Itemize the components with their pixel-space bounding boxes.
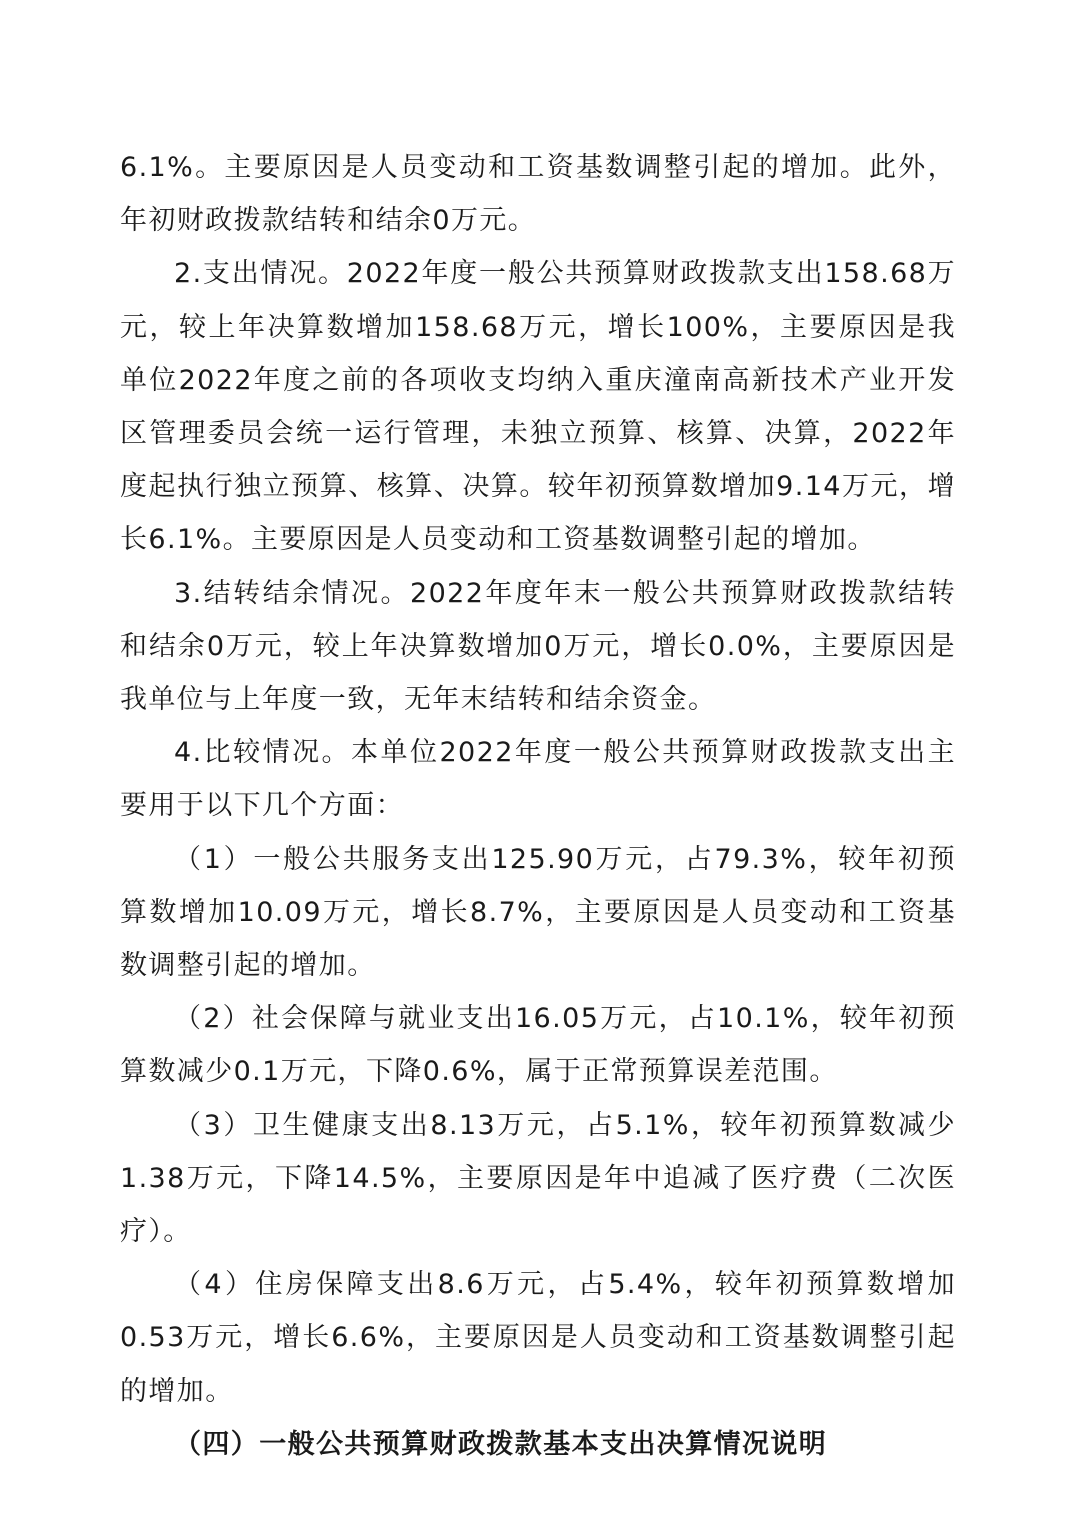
paragraph-carryover: 3.结转结余情况。2022年度年末一般公共预算财政拨款结转和结余0万元，较上年决算数增加0万元，增长0.0%，主要原因是我单位与上年度一致，无年末结转和结余资金。 <box>120 577 956 716</box>
paragraph-item-2: （2）社会保障与就业支出16.05万元，占10.1%，较年初预算数减少0.1万元，下降0.6%，属于正常预算误差范围。 <box>120 1003 956 1088</box>
paragraph-item-3: （3）卫生健康支出8.13万元，占5.1%，较年初预算数减少1.38万元，下降14.5%，主要原因是年中追减了医疗费（二次医疗）。 <box>120 1109 956 1248</box>
paragraph-comparison: 4.比较情况。本单位2022年度一般公共预算财政拨款支出主要用于以下几个方面： <box>120 737 956 822</box>
paragraph-item-4: （4）住房保障支出8.6万元，占5.4%，较年初预算数增加0.53万元，增长6.6%，主要原因是人员变动和工资基数调整引起的增加。 <box>120 1269 956 1407</box>
document-body <box>120 141 956 1471</box>
section-heading: （四）一般公共预算财政拨款基本支出决算情况说明 <box>174 1428 828 1460</box>
paragraph-item-1: （1）一般公共服务支出125.90万元，占79.3%，较年初预算数增加10.09万元，增长8.7%，主要原因是人员变动和工资基数调整引起的增加。 <box>120 843 956 982</box>
paragraph-income-continued: 6.1%。主要原因是人员变动和工资基数调整引起的增加。此外，年初财政拨款结转和结余0万元。 <box>120 152 956 237</box>
paragraph-expenditure: 2.支出情况。2022年度一般公共预算财政拨款支出158.68万元，较上年决算数增加158.68万元，增长100%，主要原因是我单位2022年度之前的各项收支均纳入重庆潼南高新技术产业开发区管理委员会统一运行管理，未独立预算、核算、决算，2022年度起执行独立预算、核算、决算。较年初预算数增加9.14万元，增长6.1%。主要原因是人员变动和工资基数调整引起的增加。 <box>120 258 956 556</box>
